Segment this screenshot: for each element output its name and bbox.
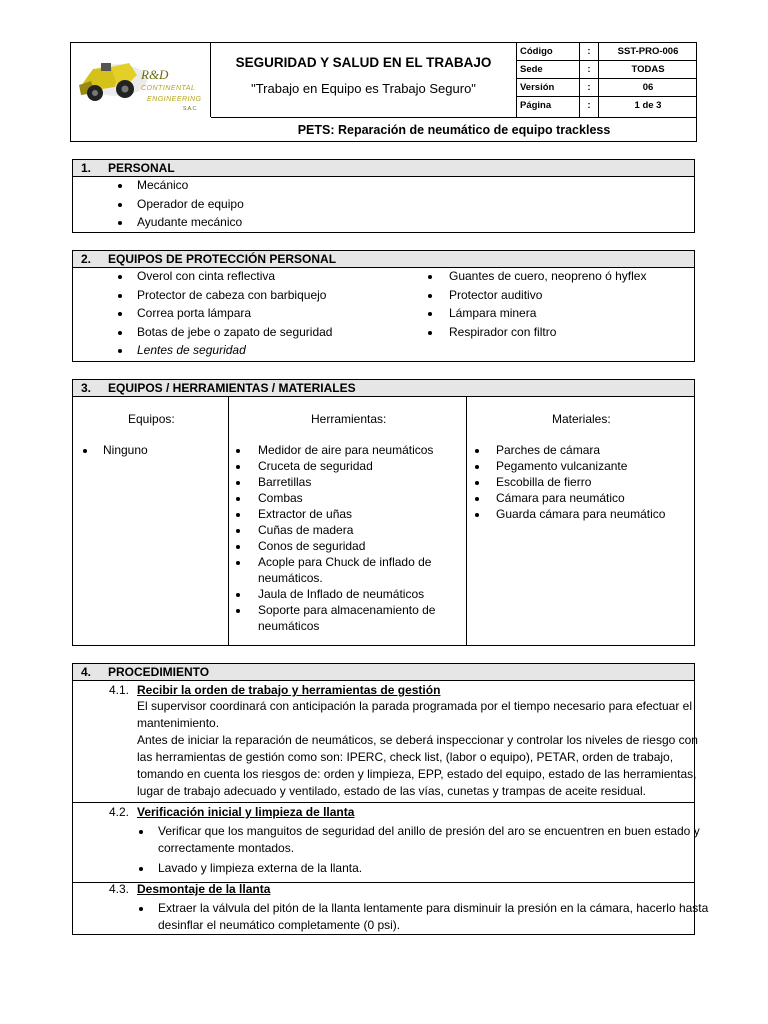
bullet-icon	[475, 449, 479, 453]
list-item: Cruceta de seguridad	[258, 459, 373, 473]
meta-row-sede: Sede : TODAS	[517, 61, 697, 79]
section-title: PROCEDIMIENTO	[108, 665, 210, 679]
loader-truck-icon	[71, 43, 209, 115]
bullet-icon	[118, 294, 122, 298]
step-number: 4.1.	[109, 683, 130, 697]
list-item: Ayudante mecánico	[137, 215, 243, 229]
bullet-icon	[118, 275, 122, 279]
step-title: Recibir la orden de trabajo y herramientas de gestión	[137, 683, 441, 697]
paragraph-line: lugar de trabajo adecuado y ventilado, estado de las vías, cunetas y trampas de aceite residual.	[137, 784, 646, 798]
bullet-icon	[475, 497, 479, 501]
bullet-icon	[236, 593, 240, 597]
bullet-icon	[139, 830, 143, 834]
bullet-icon	[428, 275, 432, 279]
equipos-label: Equipos:	[128, 412, 175, 426]
bullet-icon	[428, 331, 432, 335]
bullet-icon	[236, 497, 240, 501]
bullet-icon	[139, 867, 143, 871]
paragraph-line: Verificar que los manguitos de seguridad del anillo de presión del aro se encuentren en buen estado y	[158, 824, 700, 838]
list-item: Correa porta lámpara	[137, 306, 252, 320]
bullet-icon	[236, 513, 240, 517]
bullet-icon	[236, 561, 240, 565]
list-item: Ninguno	[103, 443, 148, 457]
section-header: 1. PERSONAL	[73, 160, 694, 177]
logo-text: R&D	[141, 67, 169, 82]
bullet-icon	[475, 513, 479, 517]
column-divider	[228, 396, 229, 646]
bullet-icon	[118, 184, 122, 188]
document-title: SEGURIDAD Y SALUD EN EL TRABAJO	[235, 55, 492, 70]
list-item: Barretillas	[258, 475, 312, 489]
list-item: Acople para Chuck de inflado de	[258, 555, 432, 569]
bullet-icon	[236, 449, 240, 453]
herramientas-label: Herramientas:	[311, 412, 387, 426]
section-equipos-herramientas	[72, 379, 695, 646]
list-item: Medidor de aire para neumáticos	[258, 443, 434, 457]
list-item: Protector auditivo	[449, 288, 543, 302]
list-item-continuation: neumáticos	[258, 619, 320, 633]
step-title: Desmontaje de la llanta	[137, 882, 271, 896]
bullet-icon	[236, 465, 240, 469]
column-divider	[466, 396, 467, 646]
bullet-icon	[236, 481, 240, 485]
bullet-icon	[139, 907, 143, 911]
step-divider	[73, 802, 694, 803]
list-item: Cuñas de madera	[258, 523, 354, 537]
section-header: 3. EQUIPOS / HERRAMIENTAS / MATERIALES	[73, 380, 694, 397]
bullet-icon	[428, 294, 432, 298]
paragraph-line: desinflar el neumático completamente (0 psi).	[158, 918, 401, 932]
step-number: 4.2.	[109, 805, 130, 819]
list-item: Guarda cámara para neumático	[496, 507, 666, 521]
list-item: Pegamento vulcanizante	[496, 459, 628, 473]
bullet-icon	[118, 349, 122, 353]
pets-title: PETS: Reparación de neumático de equipo trackless	[211, 117, 697, 142]
document-slogan: "Trabajo en Equipo es Trabajo Seguro"	[251, 81, 476, 96]
list-item: Lámpara minera	[449, 306, 537, 320]
section-title: EQUIPOS DE PROTECCIÓN PERSONAL	[108, 252, 337, 266]
materiales-label: Materiales:	[552, 412, 611, 426]
title-box	[211, 43, 517, 117]
section-personal	[72, 159, 695, 233]
list-item: Protector de cabeza con barbiquejo	[137, 288, 327, 302]
section-epp	[72, 250, 695, 362]
list-item: Soporte para almacenamiento de	[258, 603, 436, 617]
paragraph-line: correctamente montados.	[158, 841, 295, 855]
step-title: Verificación inicial y limpieza de llanta	[137, 805, 355, 819]
logo-subtitle-2: ENGINEERING	[147, 96, 202, 103]
bullet-icon	[475, 465, 479, 469]
section-header: 4. PROCEDIMIENTO	[73, 664, 694, 681]
paragraph-line: Antes de iniciar la reparación de neumáticos, se deberá inspeccionar y controlar los niveles de riesgo con	[137, 733, 698, 747]
meta-row-pagina: Página : 1 de 3	[517, 97, 697, 117]
bullet-icon	[118, 312, 122, 316]
section-title: PERSONAL	[108, 161, 175, 175]
section-header: 2. EQUIPOS DE PROTECCIÓN PERSONAL	[73, 251, 694, 268]
meta-table	[517, 43, 697, 117]
list-item: Botas de jebe o zapato de seguridad	[137, 325, 333, 339]
list-item: Conos de seguridad	[258, 539, 366, 553]
list-item: Extractor de uñas	[258, 507, 353, 521]
bullet-icon	[118, 331, 122, 335]
bullet-icon	[118, 203, 122, 207]
list-item: Guantes de cuero, neopreno ó hyflex	[449, 269, 647, 283]
section-procedimiento	[72, 663, 709, 935]
bullet-icon	[236, 545, 240, 549]
list-item: Respirador con filtro	[449, 325, 557, 339]
list-item: Combas	[258, 491, 303, 505]
logo-subtitle-3: S.A.C.	[183, 106, 198, 112]
meta-row-codigo: Código : SST-PRO-006	[517, 43, 697, 61]
list-item: Lentes de seguridad	[137, 343, 246, 357]
list-item-continuation: neumáticos.	[258, 571, 323, 585]
document-header	[70, 42, 697, 142]
paragraph-line: Extraer la válvula del pitón de la llanta lentamente para disminuir la presión en la cámara, hacerlo hasta	[158, 901, 709, 915]
paragraph-line: El supervisor coordinará con anticipación la parada programada por el tiempo necesario para efectuar el	[137, 699, 692, 713]
bullet-icon	[475, 481, 479, 485]
section-title: EQUIPOS / HERRAMIENTAS / MATERIALES	[108, 381, 356, 395]
list-item: Parches de cámara	[496, 443, 601, 457]
paragraph-line: Lavado y limpieza externa de la llanta.	[158, 861, 363, 875]
paragraph-line: mantenimiento.	[137, 716, 220, 730]
bullet-icon	[118, 221, 122, 225]
meta-row-version: Versión : 06	[517, 79, 697, 97]
list-item: Operador de equipo	[137, 197, 244, 211]
paragraph-line: tomando en cuenta los riesgos de: orden y limpieza, EPP, estado del equipo, estado de las herramientas,	[137, 767, 697, 781]
company-logo	[71, 43, 211, 117]
step-number: 4.3.	[109, 882, 130, 896]
bullet-icon	[236, 529, 240, 533]
list-item: Cámara para neumático	[496, 491, 625, 505]
bullet-icon	[83, 449, 87, 453]
bullet-icon	[428, 312, 432, 316]
paragraph-line: las herramientas de gestión como son: IPERC, check list, (labor o equipo), PETAR, orden de trabajo,	[137, 750, 674, 764]
list-item: Overol con cinta reflectiva	[137, 269, 276, 283]
logo-subtitle-1: CONTINENTAL	[141, 85, 196, 92]
list-item: Escobilla de fierro	[496, 475, 592, 489]
bullet-icon	[236, 609, 240, 613]
list-item: Mecánico	[137, 178, 189, 192]
list-item: Jaula de Inflado de neumáticos	[258, 587, 425, 601]
